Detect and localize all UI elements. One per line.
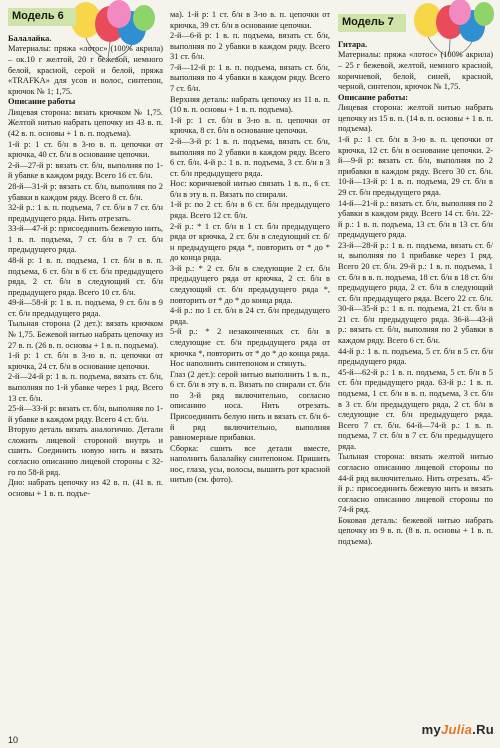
paragraph: 28-й—31-й р: вязать ст. б/н, выполняя по 2 убавки в каждом ряду. Всего 8 ст. б/н. [8,181,163,202]
paragraph: 2-й—6-й р: 1 в. п. подъема, вязать ст. б/н, выполняя по 2 убавки в каждом ряду. Всего 31 ст. б/н. [170,31,330,62]
paragraph: 23-й—28-й р.: 1 в. п. подъема, вязать ст. б/н, выполняя по 1 прибавке через 1 ряд. Всего 20 ст. б/н. 29-й р.: 1 в. п. подъема, 1 ст. б/н в в. п. подъема, 18 ст. б/н в 18 ст. б/н предыдущего ряда, 2 ст. б/н в следующий ст. б/н предыдущего ряда. Всего 22 ст. б/н. 30-й—35-й р.: 1 в. п. подъема, 21 ст. б/н в 21 ст. б/н предыдущего ряда. 36-й—43-й р.: вязать ст. б/н, выполняя по 2 убавки в каждом ряду. Всего 6 ст. б/н. [338,240,493,346]
model-7-header: Модель 7 [338,14,406,32]
paragraph: 32-й р.: 1 в. п. подъема, 7 ст. б/н в 7 ст. б/н предыдущего ряда. Нить отрезать. [8,203,163,223]
paragraph: Тыльная сторона (2 дет.): вязать крючком № 1,75. Бежевой нитью набрать цепочку из 27 в. п. (26 в. п. основы + 1 в. п. подъема). [8,319,163,350]
paragraph: Сборка: сшить все детали вместе, наполнить балалайку синтепоном. Пришить нос, глаза, усы, волосы, вышить рот красной нитью (см. фото). [170,443,330,485]
paragraph: 2-й—3-й р: 1 в. п. подъема, вязать ст. б/н, выполняя по 2 убавки в каждом ряду. Всего 6 ст. б/н. 4-й р.: 1 в. п. подъема, 3 ст. б/н в 3 ст. б/н предыдущего ряда. [170,136,330,178]
paragraph: 1-й р: 1 ст. б/н в 3-ю в. п. цепочки от крючка, 8 ст. б/н в основание цепочки. [170,115,330,136]
paragraph: Боковая деталь: бежевой нитью набрать цепочку из 9 в. п. (8 в. п. основы + 1 в. п. подъема). [338,515,493,547]
paragraph: 33-й—47-й р: присоединить бежевую нить, 1 в. п. подъема, 7 ст. б/н в 7 ст. б/н предыдущего ряда. [8,224,163,255]
paragraph: 44-й р.: 1 в. п. подъема, 5 ст. б/н в 5 ст. б/н предыдущего ряда. [338,346,493,367]
paragraph: Глаз (2 дет.): серой нитью выполнить 1 в. п., 6 ст. б/н в эту в. п. Вязать по спирали ст. б/н по 3-й ряд включительно, согласно описанию носа. Нить отрезать. Присоединить белую нить и вязать ст. б/н 6-й ряд включительно, выполняя равномерные прибавки. [170,369,330,443]
paragraph: 4-й р.: по 1 ст. б/н в 24 ст. б/н предыдущего ряда. [170,306,330,326]
paragraph: 3-й р.: * 2 ст. б/н в следующие 2 ст. б/н предыдущего ряда от крючка, 2 ст. б/н в следующий ст. б/н предыдущего ряда *, повторить от * до * до конца ряда. [170,263,330,305]
model-7-work-heading: Описание работы: [338,92,409,102]
paragraph: 1-й р: 1 ст. б/н в 3-ю в. п. цепочки от крючка, 40 ст. б/н в основание цепочки. [8,139,163,160]
site-logo: myJulia.Ru [421,722,494,737]
model-7-materials: Материалы: пряжа «лотос» (100% акрила) – 25 г бежевой, желтой, немного красной, коричневой, белой, синей, красной, черной, синтепон, крючок № 1,75. [338,50,493,92]
paragraph: Лицевая сторона: желтой нитью набрать цепочку из 15 в. п. (14 в. п. основы + 1 в. п. подъема). [338,103,493,134]
paragraph: Тыльная сторона: вязать желтой нитью согласно описанию лицевой стороны по 44-й ряд включительно. Нить отрезать. 45-й р.: присоединить бежевую нить и вязать согласно описанию лицевой стороны по 74-й ряд. [338,452,493,515]
paragraph: Нос: коричневой нитью связать 1 в. п., 6 ст. б/н в эту в. п. Вязать по спирали. [170,179,330,199]
paragraph: 1-й р: по 2 ст. б/н в 6 ст. б/н предыдущего ряда. Всего 12 ст. б/н. [170,200,330,220]
paragraph: 7-й—12-й р: 1 в. п. подъема, вязать ст. б/н, выполняя по 4 убавки в каждом ряду. Всего 7 ст. б/н. [170,62,330,94]
model-7-title: Гитара. [338,39,368,49]
paragraph: 2-й—27-й р: вязать ст. б/н, выполняя по 1-й убавке в каждом ряду. Всего 16 ст. б/н. [8,160,163,181]
paragraph: 14-й—21-й р.: вязать ст. б/н, выполняя по 2 убавки в каждом ряду. Всего 14 ст. б/н. 22-й р.: 1 в. п. подъема, 13 ст. б/н в 13 ст. б/н предыдущего ряда. [338,198,493,240]
column-model-6 [8,8,163,736]
paragraph: Дно: набрать цепочку из 42 в. п. (41 в. п. основы + 1 в. п. подъе- [8,478,163,498]
paragraph: Верхняя деталь: набрать цепочку из 11 в. п. (10 в. п. основы + 1 в. п. подъема). [170,94,330,115]
column-model-6-continued [170,10,330,730]
model-6-materials: Материалы: пряжа «лотос» (100% акрила) – ок.10 г желтой, 20 г бежевой, немного белой, красной, серой и белой, пряжа «TRAFKA» для усов и волос, синтепон, крючок № 1; 1,75. [8,44,163,96]
paragraph: 1-й р.: 1 ст. б/н в 3-ю в. п. цепочки от крючка, 12 ст. б/н в основание цепочки. 2-й—9-й р: вязать ст. б/н, выполняя по 2 прибавки в каждом ряду. Всего 30 ст. б/н. 10-й—13-й р: 1 в. п. подъема, 29 ст. б/н в 29 ст. б/н предыдущего ряда. [338,135,493,197]
paragraph: 2-й—24-й р: 1 в. п. подъема, вязать ст. б/н, выполняя по 1-й убавке через 1 ряд. Всего 13 ст. б/н. [8,372,163,403]
paragraph: 49-й—58-й р: 1 в. п. подъема, 9 ст. б/н в 9 ст. б/н предыдущего ряда. [8,298,163,318]
paragraph: 25-й—33-й р: вязать ст. б/н, выполняя по 1-й убавке в каждом ряду. Всего 4 ст. б/н. [8,404,163,424]
column-model-7 [338,8,493,733]
paragraph: 45-й—62-й р.: 1 в. п. подъема, 5 ст. б/н в 5 ст. б/н предыдущего ряда. 63-й р.: 1 в. п. подъема, 1 ст. б/н в в. п. подъема, 3 ст. б/н в 3 ст. б/н предыдущего ряда, 2 ст. б/н в следующие ст. б/н предыдущего ряда. Всего 7 ст. б/н. 64-й—74-й р.: 1 в. п. подъема, 7 ст. б/н в 7 ст. б/н предыдущего ряда. [338,367,493,451]
paragraph: Вторую деталь вязать аналогично. Детали сложить лицевой стороной внутрь и сшить. Соединить новую нить и вязать согласно описанию лицевой стороны с 32-го по 58-й ряд. [8,425,163,477]
paragraph: 2-й р.: * 1 ст. б/н в 1 ст. б/н предыдущего ряда от крючка, 2 ст. б/н в следующий ст. б/н предыдущего ряда *, повторить от * до * до конца ряда. [170,221,330,263]
paragraph: 1-й р: 1 ст. б/н в 3-ю в. п. цепочки от крючка, 24 ст. б/н в основание цепочки. [8,351,163,371]
model-6-title: Балалайка. [8,33,52,43]
paragraph: ма). 1-й р: 1 ст. б/н в 3-ю в. п. цепочки от крючка, 39 ст. б/н в основание цепочки. [170,10,330,30]
model-6-work-heading: Описание работы [8,97,76,107]
page-number: 10 [8,735,19,745]
paragraph: 48-й р: 1 в. п. подъема, 1 ст. б/н в в. п. подъема, 6 ст. б/н в 6 ст. б/н предыдущего ряда, 2 ст. б/н в следующий ст. б/н предыдущего ряда. Всего 10 ст. б/н. [8,256,163,297]
model-6-header: Модель 6 [8,8,76,26]
paragraph: 5-й р.: * 2 незаконченных ст. б/н в следующие ст. б/н предыдущего ряда от крючка *, повторить от * до * до конца ряда. Нос наполнить синтепоном и стянуть. [170,327,330,369]
paragraph: Лицевая сторона: вязать крючком № 1,75. Желтой нитью набрать цепочку из 43 в. п. (42 в. п. основы + 1 в. п. подъема). [8,107,163,139]
